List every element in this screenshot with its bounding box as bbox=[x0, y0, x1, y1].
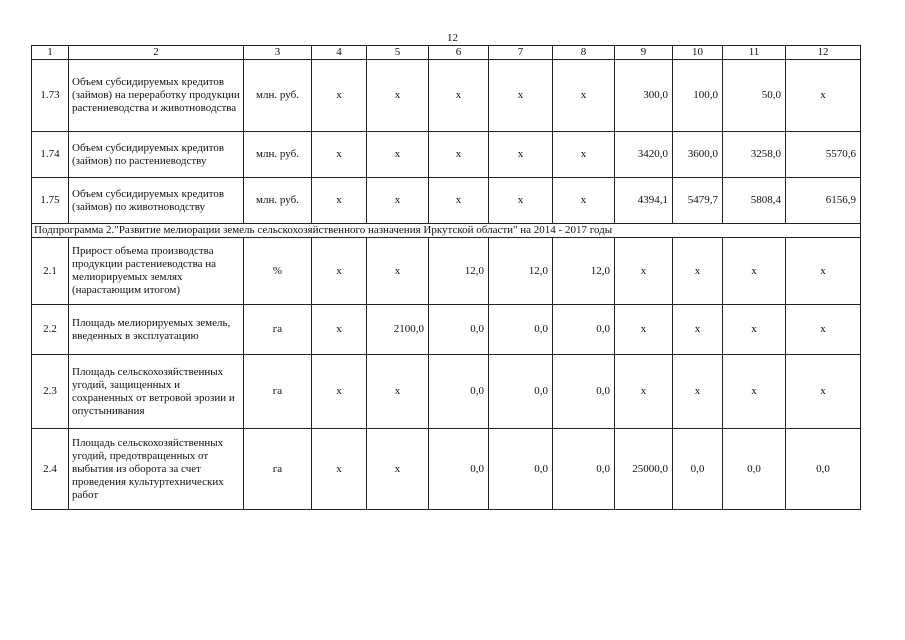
value-cell: х bbox=[615, 355, 673, 429]
value-cell: 300,0 bbox=[615, 60, 673, 132]
row-number: 1.75 bbox=[32, 178, 69, 224]
row-number: 2.1 bbox=[32, 238, 69, 305]
subprogram-row bbox=[32, 224, 861, 238]
subprogram-title: Подпрограмма 2."Развитие мелиорации земель сельскохозяйственного назначения Иркутской области" на 2014 - 2017 годы bbox=[32, 224, 861, 238]
value-cell: 50,0 bbox=[723, 60, 786, 132]
header-cell: 8 bbox=[553, 46, 615, 60]
value-cell: 0,0 bbox=[489, 355, 553, 429]
table-row bbox=[32, 305, 861, 355]
header-row bbox=[32, 46, 861, 60]
unit-cell: млн. руб. bbox=[244, 178, 312, 224]
value-cell: 4394,1 bbox=[615, 178, 673, 224]
indicator-name: Площадь мелиорируемых земель, введенных в эксплуатацию bbox=[69, 305, 244, 355]
value-cell: 0,0 bbox=[489, 429, 553, 510]
value-cell: 0,0 bbox=[673, 429, 723, 510]
header-cell: 10 bbox=[673, 46, 723, 60]
value-cell: х bbox=[312, 429, 367, 510]
unit-cell: га bbox=[244, 355, 312, 429]
value-cell: х bbox=[489, 60, 553, 132]
value-cell: х bbox=[312, 60, 367, 132]
value-cell: 3420,0 bbox=[615, 132, 673, 178]
row-number: 2.3 bbox=[32, 355, 69, 429]
indicator-name: Объем субсидируемых кредитов (займов) по животноводству bbox=[69, 178, 244, 224]
value-cell: 12,0 bbox=[489, 238, 553, 305]
value-cell: 12,0 bbox=[429, 238, 489, 305]
header-cell: 4 bbox=[312, 46, 367, 60]
value-cell: 0,0 bbox=[553, 305, 615, 355]
value-cell: 25000,0 bbox=[615, 429, 673, 510]
value-cell: 5808,4 bbox=[723, 178, 786, 224]
unit-cell: га bbox=[244, 305, 312, 355]
indicator-name: Площадь сельскохозяйственных угодий, защищенных и сохраненных от ветровой эрозии и опустынивания bbox=[69, 355, 244, 429]
value-cell: х bbox=[312, 132, 367, 178]
table-row bbox=[32, 238, 861, 305]
header-cell: 6 bbox=[429, 46, 489, 60]
indicator-name: Прирост объема производства продукции растениеводства на мелиорируемых землях (нарастающим итогом) bbox=[69, 238, 244, 305]
value-cell: х bbox=[673, 305, 723, 355]
value-cell: 0,0 bbox=[786, 429, 861, 510]
value-cell: х bbox=[367, 132, 429, 178]
indicator-name: Объем субсидируемых кредитов (займов) по растениеводству bbox=[69, 132, 244, 178]
value-cell: х bbox=[786, 355, 861, 429]
value-cell: х bbox=[786, 238, 861, 305]
value-cell: 6156,9 bbox=[786, 178, 861, 224]
value-cell: 2100,0 bbox=[367, 305, 429, 355]
value-cell: 3600,0 bbox=[673, 132, 723, 178]
value-cell: х bbox=[673, 238, 723, 305]
value-cell: 0,0 bbox=[723, 429, 786, 510]
value-cell: х bbox=[367, 429, 429, 510]
header-cell: 12 bbox=[786, 46, 861, 60]
row-number: 1.74 bbox=[32, 132, 69, 178]
value-cell: 0,0 bbox=[489, 305, 553, 355]
table-row bbox=[32, 355, 861, 429]
row-number: 2.4 bbox=[32, 429, 69, 510]
unit-cell: % bbox=[244, 238, 312, 305]
value-cell: 0,0 bbox=[429, 355, 489, 429]
value-cell: х bbox=[786, 60, 861, 132]
unit-cell: млн. руб. bbox=[244, 60, 312, 132]
value-cell: 0,0 bbox=[553, 355, 615, 429]
table-row bbox=[32, 60, 861, 132]
unit-cell: млн. руб. bbox=[244, 132, 312, 178]
value-cell: х bbox=[553, 178, 615, 224]
value-cell: х bbox=[553, 132, 615, 178]
unit-cell: га bbox=[244, 429, 312, 510]
value-cell: х bbox=[312, 305, 367, 355]
value-cell: х bbox=[429, 132, 489, 178]
value-cell: 0,0 bbox=[429, 429, 489, 510]
value-cell: х bbox=[489, 178, 553, 224]
value-cell: х bbox=[367, 238, 429, 305]
table-row bbox=[32, 132, 861, 178]
value-cell: х bbox=[673, 355, 723, 429]
value-cell: х bbox=[723, 238, 786, 305]
value-cell: х bbox=[786, 305, 861, 355]
value-cell: х bbox=[429, 178, 489, 224]
value-cell: х bbox=[723, 355, 786, 429]
value-cell: 0,0 bbox=[429, 305, 489, 355]
value-cell: 100,0 bbox=[673, 60, 723, 132]
value-cell: х bbox=[489, 132, 553, 178]
header-cell: 1 bbox=[32, 46, 69, 60]
header-cell: 7 bbox=[489, 46, 553, 60]
value-cell: 3258,0 bbox=[723, 132, 786, 178]
value-cell: х bbox=[367, 355, 429, 429]
table-row bbox=[32, 429, 861, 510]
header-cell: 5 bbox=[367, 46, 429, 60]
row-number: 2.2 bbox=[32, 305, 69, 355]
row-number: 1.73 bbox=[32, 60, 69, 132]
value-cell: х bbox=[367, 60, 429, 132]
table-row bbox=[32, 178, 861, 224]
value-cell: х bbox=[615, 238, 673, 305]
header-cell: 9 bbox=[615, 46, 673, 60]
value-cell: 0,0 bbox=[553, 429, 615, 510]
header-cell: 11 bbox=[723, 46, 786, 60]
value-cell: х bbox=[615, 305, 673, 355]
value-cell: 5479,7 bbox=[673, 178, 723, 224]
value-cell: х bbox=[312, 178, 367, 224]
indicators-table bbox=[31, 45, 861, 510]
value-cell: х bbox=[312, 238, 367, 305]
value-cell: х bbox=[553, 60, 615, 132]
value-cell: х bbox=[367, 178, 429, 224]
indicator-name: Площадь сельскохозяйственных угодий, предотвращенных от выбытия из оборота за счет проведения культуртехнических работ bbox=[69, 429, 244, 510]
header-cell: 2 bbox=[69, 46, 244, 60]
page-number: 12 bbox=[447, 32, 458, 44]
value-cell: х bbox=[723, 305, 786, 355]
value-cell: 5570,6 bbox=[786, 132, 861, 178]
indicator-name: Объем субсидируемых кредитов (займов) на переработку продукции растениеводства и животноводства bbox=[69, 60, 244, 132]
header-cell: 3 bbox=[244, 46, 312, 60]
value-cell: х bbox=[429, 60, 489, 132]
value-cell: 12,0 bbox=[553, 238, 615, 305]
value-cell: х bbox=[312, 355, 367, 429]
